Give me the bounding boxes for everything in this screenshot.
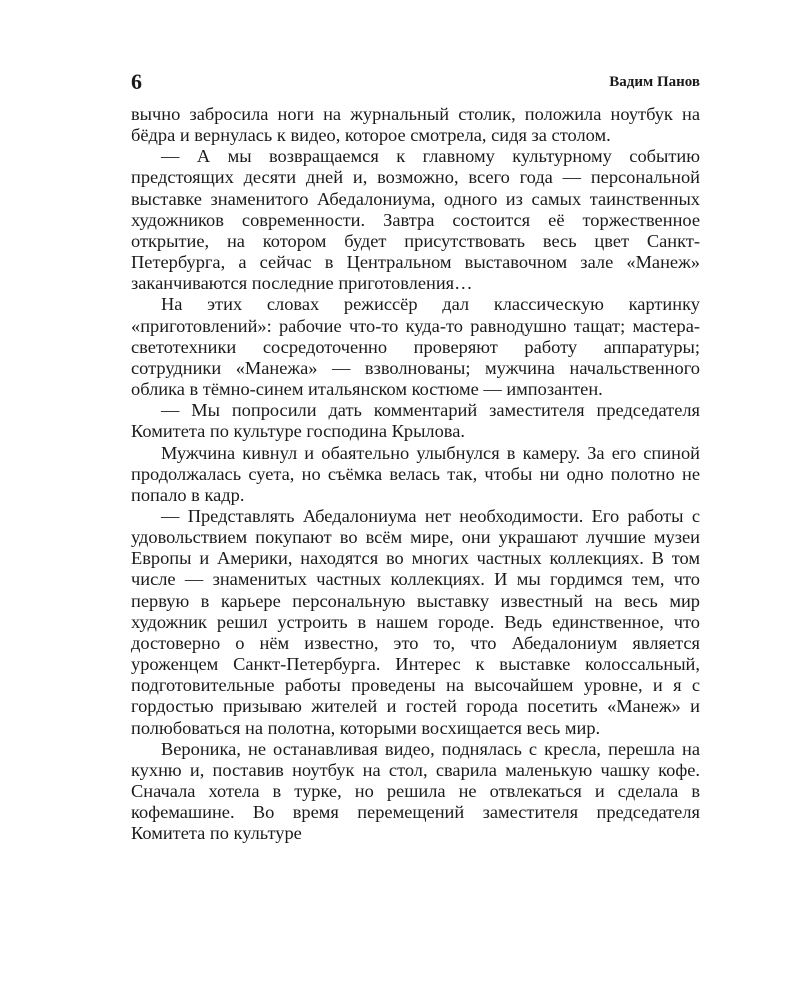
paragraph: — Мы попросили дать комментарий заместителя председателя Комитета по культуре господина Крылова.: [131, 400, 700, 442]
paragraph: вычно забросила ноги на журнальный столик, положила ноутбук на бёдра и вернулась к видео, которое смотрела, сидя за столом.: [131, 104, 700, 146]
paragraph: Мужчина кивнул и обаятельно улыбнулся в камеру. За его спиной продолжалась суета, но съёмка велась так, чтобы ни одно полотно не попало в кадр.: [131, 442, 700, 505]
paragraph: — Представлять Абедалониума нет необходимости. Его работы с удовольствием покупают во всём мире, они украшают лучшие музеи Европы и Америки, находятся во многих частных коллекциях. В том числе — знаменитых частных коллекциях. И мы гордимся тем, что первую в карьере персональную выставку известный на весь мир художник решил устроить в нашем городе. Ведь единственное, что достоверно о нём известно, это то, что Абедалониум является уроженцем Санкт-Петербурга. Интерес к выставке колоссальный, подготовительные работы проведены на высочайшем уровне, и я с гордостью призываю жителей и гостей города посетить «Манеж» и полюбоваться на полотна, которыми восхищается весь мир.: [131, 505, 700, 738]
author-name: Вадим Панов: [609, 74, 700, 90]
paragraph: — А мы возвращаемся к главному культурному событию предстоящих десяти дней и, возможно, всего года — персональной выставке знаменитого Абедалониума, одного из самых таинственных художников современности. Завтра состоится её торжественное открытие, на котором будет присутствовать весь цвет Санкт-Петербурга, а сейчас в Центральном выставочном зале «Манеж» заканчиваются последние приготовления…: [131, 146, 700, 294]
body-text: [131, 104, 700, 844]
running-head: [131, 68, 700, 96]
paragraph: На этих словах режиссёр дал классическую картинку «приготовлений»: рабочие что-то куда-то равнодушно тащат; мастера-светотехники сосредоточенно проверяют работу аппаратуры; сотрудники «Манежа» — взволнованы; мужчина начальственного облика в тёмно-синем итальянском костюме — импозантен.: [131, 294, 700, 400]
page-number: 6: [131, 69, 142, 94]
paragraph: Вероника, не останавливая видео, поднялась с кресла, перешла на кухню и, поставив ноутбук на стол, сварила маленькую чашку кофе. Сначала хотела в турке, но решила не отвлекаться и сделала в кофемашине. Во время перемещений заместителя председателя Комитета по культуре: [131, 738, 700, 844]
